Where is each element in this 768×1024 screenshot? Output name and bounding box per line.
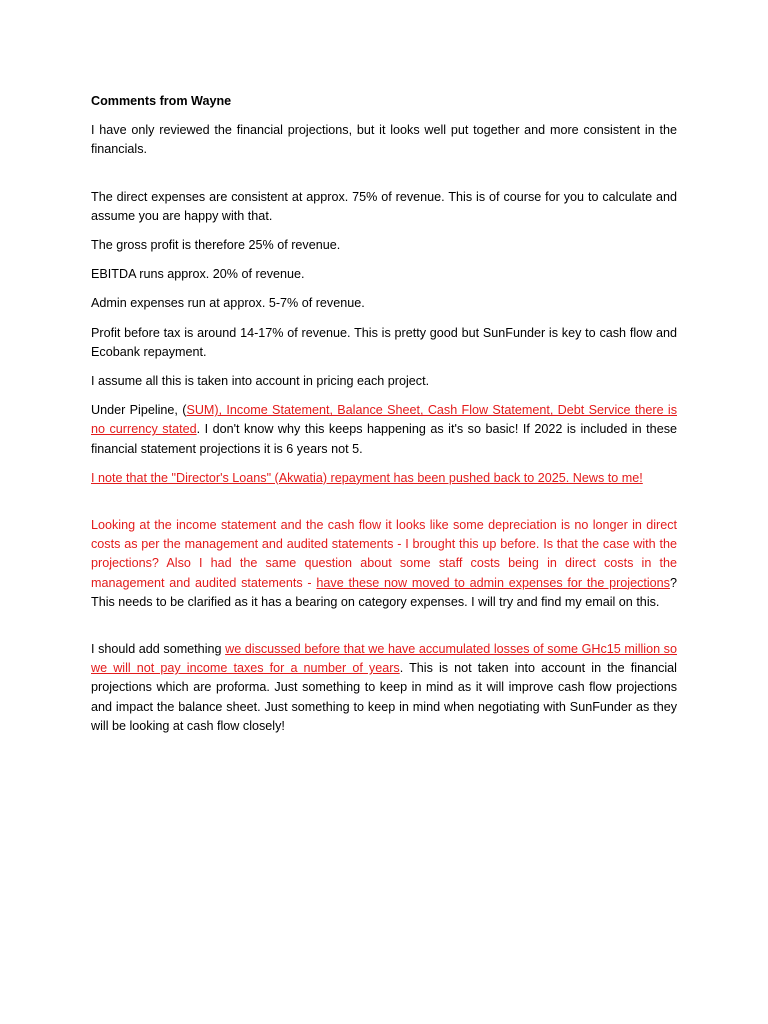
depreciation-question-mark: ? bbox=[669, 575, 677, 590]
losses-text-end: . This is not taken into account in the financial projections which are proforma. Just something to keep in mind as it will improve cash flow projections and impact the balance sheet. Just something to keep in mind when negotiating with SunFunder as they will be looking at cash flow closely! bbox=[91, 661, 677, 733]
pipeline-text-start: Under Pipeline, ( bbox=[91, 403, 187, 418]
paragraph-review-summary: I have only reviewed the financial projections, but it looks well put together and more consistent in the financials. bbox=[91, 123, 677, 157]
paragraph-pipeline bbox=[91, 401, 677, 459]
paragraph-directors-loans: I note that the "Director's Loans" (Akwatia) repayment has been pushed back to 2025. News to me! bbox=[91, 470, 643, 485]
paragraph-pricing: I assume all this is taken into account in pricing each project. bbox=[91, 374, 430, 389]
paragraph-accumulated-losses bbox=[91, 640, 677, 736]
losses-text-start: I should add something bbox=[91, 642, 226, 657]
paragraph-profit-before-tax: Profit before tax is around 14-17% of revenue. This is pretty good but SunFunder is key to cash flow and Ecobank repayment. bbox=[91, 325, 677, 359]
paragraph-ebitda: EBITDA runs approx. 20% of revenue. bbox=[91, 267, 305, 282]
document-heading: Comments from Wayne bbox=[91, 94, 232, 108]
paragraph-direct-expenses: The direct expenses are consistent at approx. 75% of revenue. This is of course for you to calculate and assume you are happy with that. bbox=[91, 189, 677, 223]
depreciation-followup: This needs to be clarified as it has a bearing on category expenses. I will try and find my email on this. bbox=[91, 594, 660, 609]
depreciation-text: Looking at the income statement and the cash flow it looks like some depreciation is no longer in direct costs as per the management and audited statements - I brought this up before. Is that the case with the projections? Also I had the same question about some staff costs being in direct costs in the management and audited statements - bbox=[91, 518, 677, 590]
paragraph-gross-profit: The gross profit is therefore 25% of revenue. bbox=[91, 238, 341, 253]
paragraph-admin-expenses: Admin expenses run at approx. 5-7% of revenue. bbox=[91, 296, 365, 311]
pipeline-highlight: SUM), Income Statement, Balance Sheet, Cash Flow Statement, Debt Service there is no currency stated bbox=[91, 403, 677, 437]
depreciation-highlight: have these now moved to admin expenses for the projections bbox=[316, 575, 670, 590]
losses-highlight: we discussed before that we have accumulated losses of some GHc15 million so we will not pay income taxes for a number of years bbox=[91, 642, 677, 676]
paragraph-depreciation bbox=[91, 516, 677, 612]
pipeline-text-end: . I don't know why this keeps happening as it's so basic! If 2022 is included in these financial statement projections it is 6 years not 5. bbox=[91, 422, 677, 456]
